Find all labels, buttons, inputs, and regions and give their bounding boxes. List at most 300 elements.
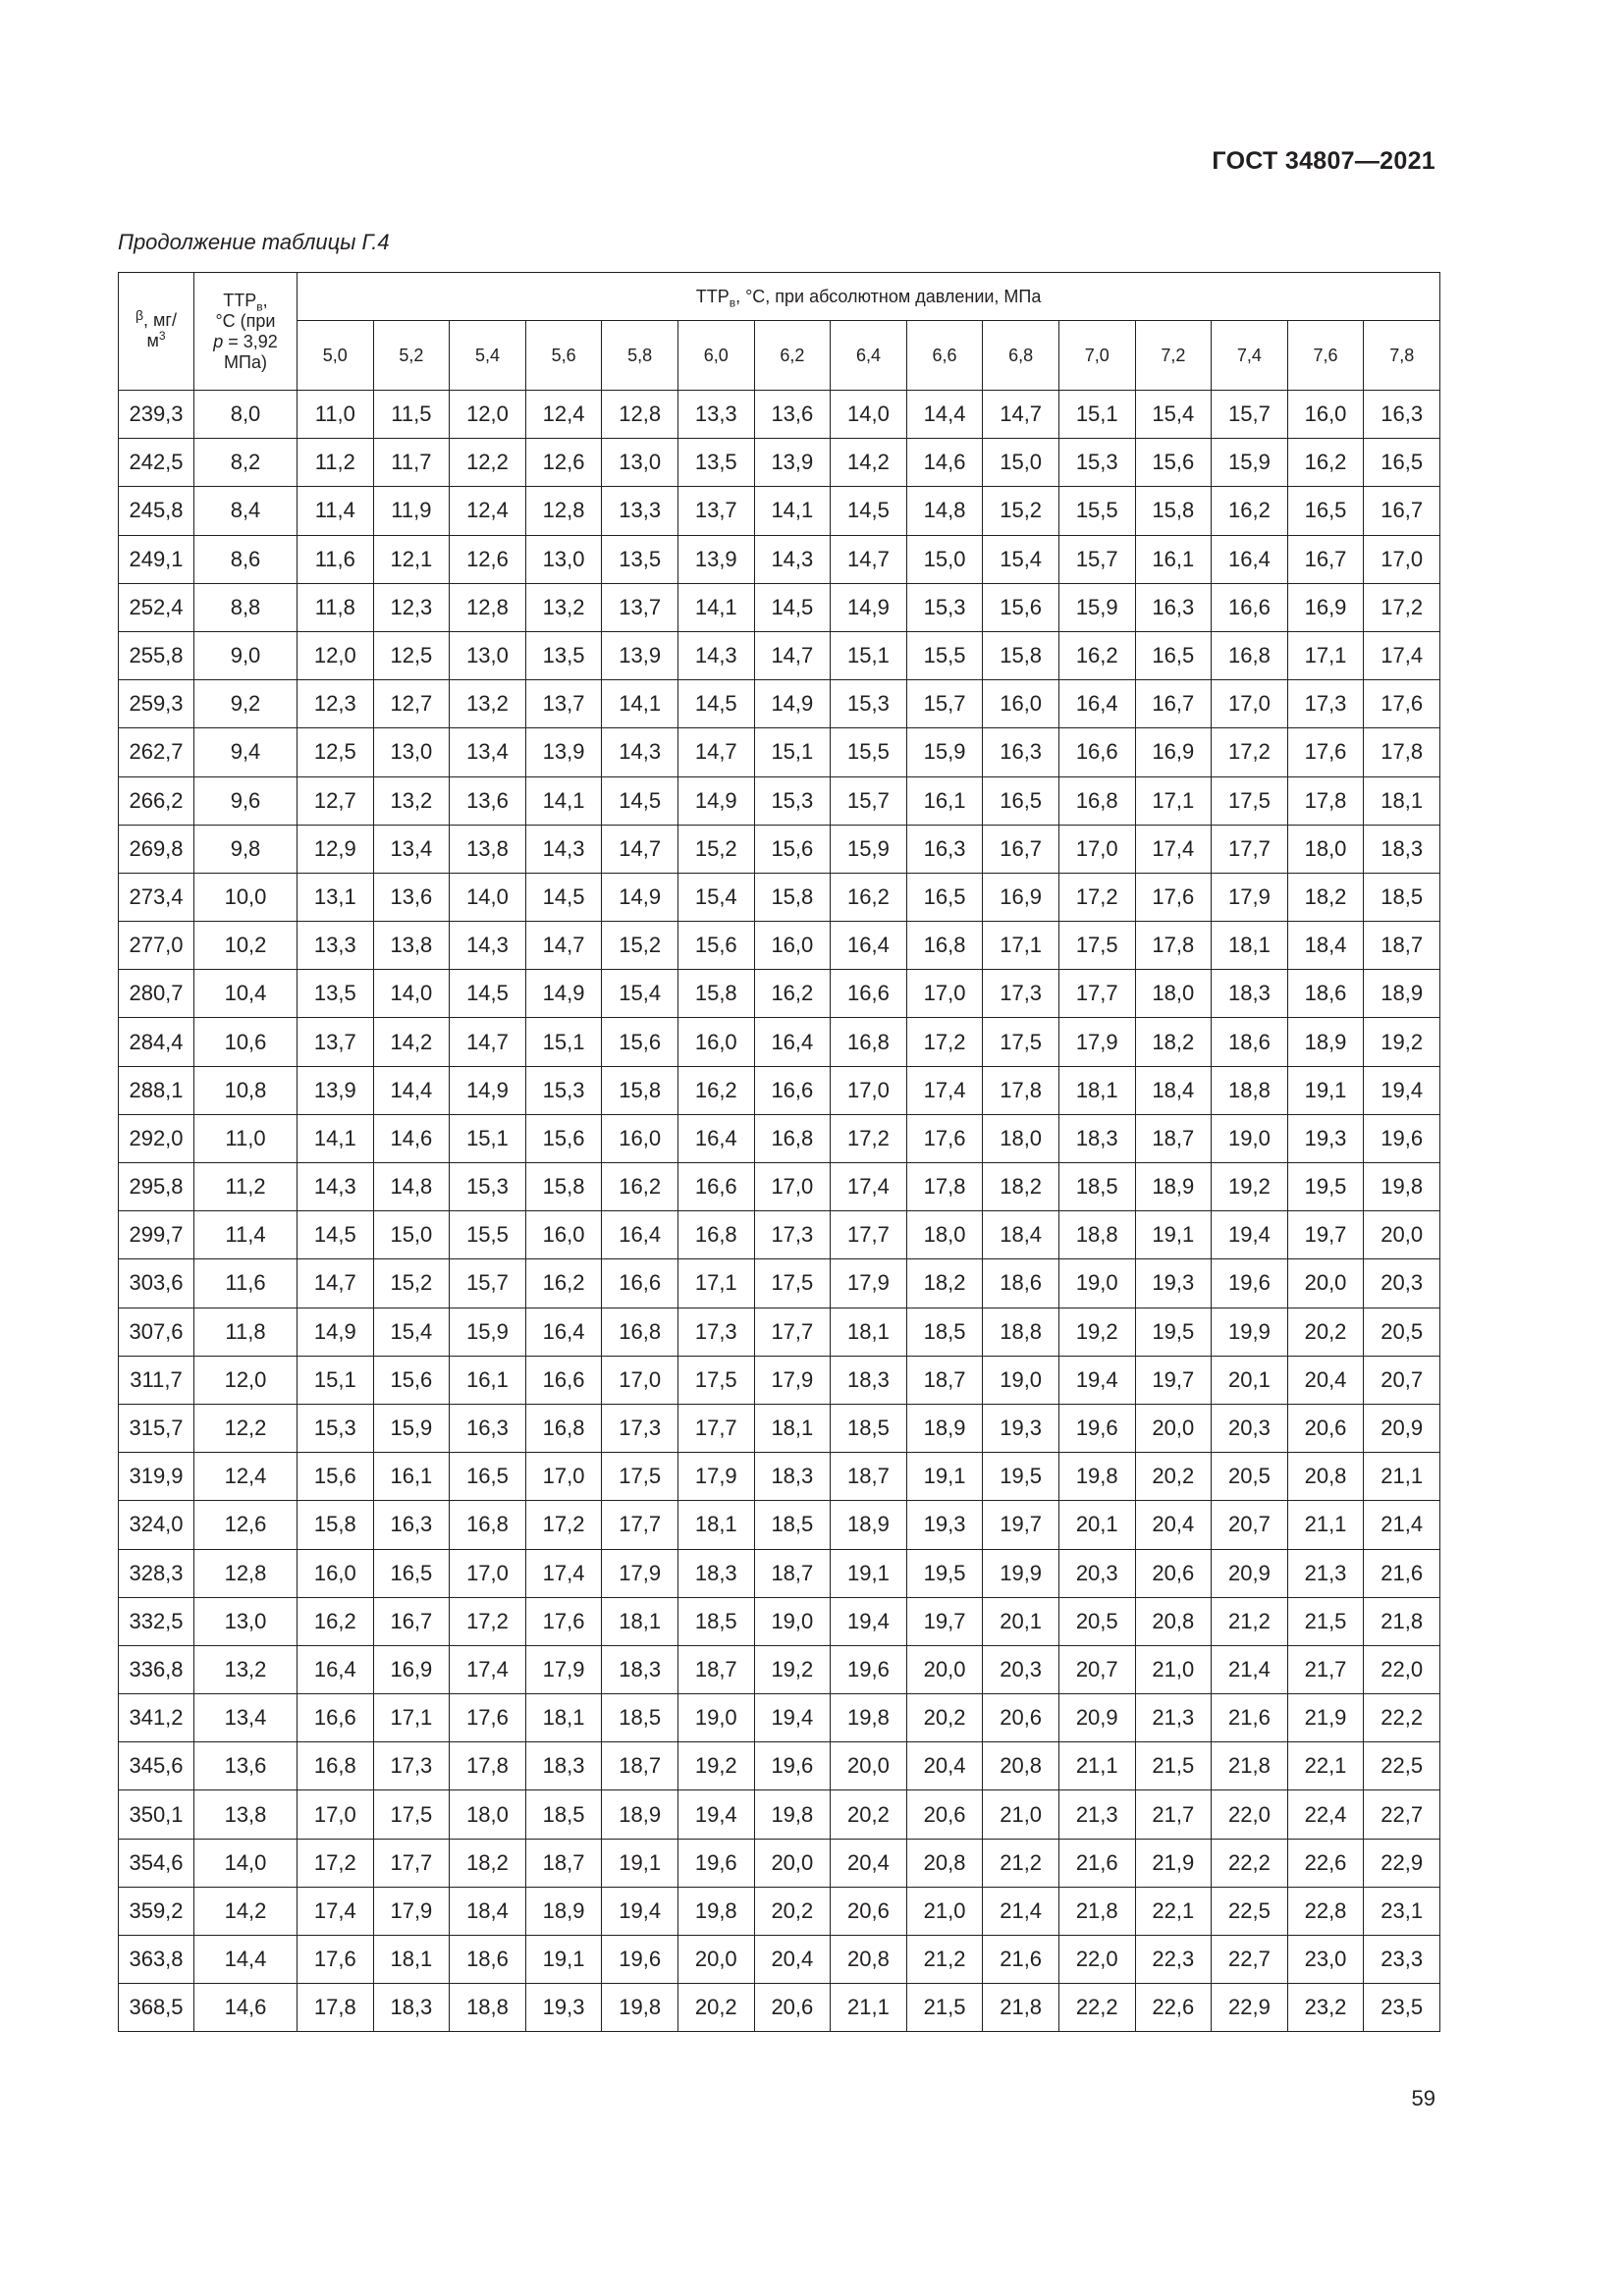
ttr-cell: 20,8: [906, 1839, 983, 1887]
ttr-cell: 15,1: [754, 728, 831, 776]
ttr-cell: 19,1: [831, 1549, 907, 1597]
ttr-cell: 17,4: [450, 1645, 526, 1693]
ttr-cell: 19,2: [1212, 1163, 1288, 1211]
ttr-cell: 17,0: [1212, 680, 1288, 728]
ttr-cell: 16,8: [677, 1211, 754, 1259]
table-row: [119, 922, 1440, 970]
ttr-cell: 18,9: [831, 1501, 907, 1549]
beta-cell: 249,1: [119, 535, 194, 583]
ttr-cell: 19,9: [983, 1549, 1059, 1597]
ttr-cell: 21,8: [1058, 1887, 1135, 1935]
ttr-cell: 17,6: [906, 1114, 983, 1162]
ttr-cell: 18,3: [525, 1742, 602, 1790]
ttr-cell: 16,9: [1287, 583, 1364, 631]
ttr-392-cell: 14,4: [194, 1936, 298, 1984]
ttr-cell: 18,5: [1364, 873, 1440, 921]
ttr-cell: 15,3: [450, 1163, 526, 1211]
ttr-cell: 13,0: [602, 439, 678, 487]
ttr-392-cell: 9,6: [194, 776, 298, 825]
ttr-cell: 23,1: [1364, 1887, 1440, 1935]
ttr-cell: 17,1: [1287, 631, 1364, 679]
beta-cell: 359,2: [119, 1887, 194, 1935]
ttr-cell: 18,5: [525, 1790, 602, 1839]
ttr-cell: 14,7: [831, 535, 907, 583]
ttr-cell: 18,3: [373, 1984, 450, 2032]
ttr-cell: 15,3: [754, 776, 831, 825]
ttr-cell: 14,5: [525, 873, 602, 921]
ttr-cell: 17,4: [1135, 825, 1212, 873]
ttr-cell: 16,0: [983, 680, 1059, 728]
ttr-cell: 15,2: [602, 922, 678, 970]
ttr-cell: 15,4: [373, 1308, 450, 1356]
ttr-cell: 11,0: [298, 391, 374, 439]
beta-cell: 273,4: [119, 873, 194, 921]
ttr-cell: 14,6: [906, 439, 983, 487]
ttr-cell: 15,8: [1135, 487, 1212, 535]
beta-cell: 319,9: [119, 1453, 194, 1501]
beta-cell: 280,7: [119, 970, 194, 1018]
ttr-cell: 19,1: [1135, 1211, 1212, 1259]
ttr-cell: 15,7: [450, 1259, 526, 1308]
ttr-cell: 17,7: [373, 1839, 450, 1887]
ttr-cell: 20,4: [754, 1936, 831, 1984]
ttr-cell: 21,0: [983, 1790, 1059, 1839]
ttr-cell: 13,3: [677, 391, 754, 439]
ttr-cell: 18,8: [983, 1308, 1059, 1356]
ttr-cell: 21,4: [1212, 1645, 1288, 1693]
beta-cell: 255,8: [119, 631, 194, 679]
ttr-cell: 14,3: [677, 631, 754, 679]
ttr-cell: 17,5: [983, 1018, 1059, 1066]
ttr-cell: 16,5: [983, 776, 1059, 825]
ttr-cell: 19,2: [754, 1645, 831, 1693]
ttr-cell: 19,4: [677, 1790, 754, 1839]
ttr-cell: 18,1: [1212, 922, 1288, 970]
ttr-cell: 13,7: [602, 583, 678, 631]
ttr-cell: 16,7: [1364, 487, 1440, 535]
ttr-cell: 13,9: [298, 1066, 374, 1114]
page-number: 59: [1411, 2086, 1435, 2110]
table-row: [119, 1936, 1440, 1984]
ttr-cell: 11,2: [298, 439, 374, 487]
ttr-cell: 16,2: [1058, 631, 1135, 679]
ttr-cell: 19,3: [1287, 1114, 1364, 1162]
ttr-cell: 20,4: [1135, 1501, 1212, 1549]
beta-cell: 350,1: [119, 1790, 194, 1839]
ttr-cell: 16,3: [450, 1404, 526, 1452]
ttr-cell: 16,7: [1135, 680, 1212, 728]
ttr-cell: 16,1: [373, 1453, 450, 1501]
table-row: [119, 535, 1440, 583]
ttr-cell: 20,6: [906, 1790, 983, 1839]
ttr-cell: 13,3: [298, 922, 374, 970]
ttr-cell: 15,3: [831, 680, 907, 728]
ttr-cell: 17,2: [450, 1597, 526, 1645]
ttr-cell: 12,5: [298, 728, 374, 776]
ttr-cell: 17,2: [525, 1501, 602, 1549]
ttr-cell: 16,5: [450, 1453, 526, 1501]
ttr-cell: 20,3: [1364, 1259, 1440, 1308]
ttr-cell: 22,0: [1058, 1936, 1135, 1984]
ttr-cell: 22,6: [1135, 1984, 1212, 2032]
ttr-cell: 15,0: [373, 1211, 450, 1259]
ttr-cell: 17,2: [831, 1114, 907, 1162]
ttr-cell: 16,9: [983, 873, 1059, 921]
ttr-392-cell: 14,0: [194, 1839, 298, 1887]
ttr-cell: 14,1: [602, 680, 678, 728]
ttr-392-cell: 13,2: [194, 1645, 298, 1693]
ttr-cell: 18,2: [983, 1163, 1059, 1211]
ttr-cell: 21,2: [1212, 1597, 1288, 1645]
ttr-cell: 21,8: [1364, 1597, 1440, 1645]
ttr-cell: 15,6: [525, 1114, 602, 1162]
ttr-cell: 18,9: [906, 1404, 983, 1452]
ttr-cell: 20,5: [1364, 1308, 1440, 1356]
ttr-cell: 15,5: [906, 631, 983, 679]
ttr-cell: 13,5: [298, 970, 374, 1018]
ttr-cell: 19,5: [983, 1453, 1059, 1501]
ttr-cell: 17,1: [983, 922, 1059, 970]
ttr-cell: 21,9: [1135, 1839, 1212, 1887]
ttr-cell: 18,3: [1364, 825, 1440, 873]
ttr-cell: 17,9: [1212, 873, 1288, 921]
ttr-cell: 18,2: [906, 1259, 983, 1308]
ttr-cell: 17,5: [1058, 922, 1135, 970]
ttr-cell: 22,4: [1287, 1790, 1364, 1839]
ttr-cell: 15,9: [1058, 583, 1135, 631]
table-row: [119, 776, 1440, 825]
ttr-cell: 18,1: [831, 1308, 907, 1356]
beta-cell: 324,0: [119, 1501, 194, 1549]
ttr-cell: 16,7: [983, 825, 1059, 873]
ttr-cell: 19,0: [754, 1597, 831, 1645]
ttr-cell: 21,6: [1364, 1549, 1440, 1597]
ttr-cell: 17,9: [525, 1645, 602, 1693]
table-caption: Продолжение таблицы Г.4: [118, 230, 390, 254]
ttr-cell: 22,7: [1364, 1790, 1440, 1839]
ttr-cell: 19,7: [1287, 1211, 1364, 1259]
ttr-cell: 14,5: [602, 776, 678, 825]
ttr-392-cell: 10,0: [194, 873, 298, 921]
ttr-392-cell: 12,8: [194, 1549, 298, 1597]
ttr-cell: 17,5: [677, 1356, 754, 1404]
ttr-392-cell: 11,0: [194, 1114, 298, 1162]
ttr-392-cell: 13,6: [194, 1742, 298, 1790]
ttr-cell: 16,2: [525, 1259, 602, 1308]
ttr-cell: 13,2: [525, 583, 602, 631]
ttr-cell: 15,1: [831, 631, 907, 679]
ttr-cell: 16,7: [373, 1597, 450, 1645]
table-row: [119, 1790, 1440, 1839]
ttr-cell: 19,6: [831, 1645, 907, 1693]
ttr-cell: 17,0: [754, 1163, 831, 1211]
table-row: [119, 1453, 1440, 1501]
ttr-cell: 12,3: [373, 583, 450, 631]
ttr-392-cell: 11,4: [194, 1211, 298, 1259]
ttr-cell: 15,1: [298, 1356, 374, 1404]
ttr-cell: 18,0: [906, 1211, 983, 1259]
ttr-cell: 17,4: [298, 1887, 374, 1935]
table-row: [119, 1163, 1440, 1211]
ttr-cell: 18,7: [677, 1645, 754, 1693]
ttr-cell: 17,6: [1287, 728, 1364, 776]
ttr-cell: 15,9: [373, 1404, 450, 1452]
ttr-cell: 16,8: [831, 1018, 907, 1066]
ttr-cell: 21,1: [1364, 1453, 1440, 1501]
ttr-cell: 16,1: [906, 776, 983, 825]
ttr-cell: 18,7: [906, 1356, 983, 1404]
pressure-header-cell: 5,2: [373, 321, 450, 391]
ttr-cell: 18,8: [450, 1984, 526, 2032]
ttr-cell: 20,3: [983, 1645, 1059, 1693]
ttr-392-cell: 13,4: [194, 1694, 298, 1742]
ttr-cell: 15,8: [602, 1066, 678, 1114]
ttr-cell: 16,9: [373, 1645, 450, 1693]
ttr-cell: 18,1: [373, 1936, 450, 1984]
ttr-cell: 16,2: [754, 970, 831, 1018]
table-row: [119, 728, 1440, 776]
ttr-cell: 15,4: [677, 873, 754, 921]
ttr-392-cell: 14,6: [194, 1984, 298, 2032]
ttr-cell: 18,0: [1287, 825, 1364, 873]
ttr-cell: 17,7: [1058, 970, 1135, 1018]
ttr-cell: 17,3: [602, 1404, 678, 1452]
ttr-cell: 13,0: [450, 631, 526, 679]
ttr-cell: 13,7: [298, 1018, 374, 1066]
ttr-cell: 13,9: [677, 535, 754, 583]
ttr-cell: 14,5: [677, 680, 754, 728]
ttr-cell: 18,1: [525, 1694, 602, 1742]
ttr-cell: 14,9: [525, 970, 602, 1018]
ttr-cell: 20,8: [1287, 1453, 1364, 1501]
ttr-cell: 15,1: [450, 1114, 526, 1162]
table-row: [119, 1645, 1440, 1693]
ttr-cell: 17,4: [525, 1549, 602, 1597]
ttr-392-cell: 10,4: [194, 970, 298, 1018]
ttr-cell: 21,7: [1287, 1645, 1364, 1693]
ttr-cell: 18,7: [602, 1742, 678, 1790]
ttr-392-cell: 11,2: [194, 1163, 298, 1211]
ttr-cell: 15,3: [906, 583, 983, 631]
table-row: [119, 1308, 1440, 1356]
ttr-cell: 20,1: [983, 1597, 1059, 1645]
ttr-cell: 20,6: [831, 1887, 907, 1935]
ttr-cell: 15,2: [677, 825, 754, 873]
ttr-cell: 14,8: [906, 487, 983, 535]
ttr-cell: 14,0: [450, 873, 526, 921]
ttr-cell: 12,2: [450, 439, 526, 487]
ttr-cell: 15,6: [298, 1453, 374, 1501]
ttr-cell: 16,6: [525, 1356, 602, 1404]
table-row: [119, 1887, 1440, 1935]
ttr-cell: 20,5: [1058, 1597, 1135, 1645]
ttr-cell: 16,0: [298, 1549, 374, 1597]
ttr-cell: 16,4: [831, 922, 907, 970]
beta-cell: 284,4: [119, 1018, 194, 1066]
ttr-cell: 16,2: [831, 873, 907, 921]
pressure-header-cell: 7,2: [1135, 321, 1212, 391]
ttr-cell: 21,3: [1135, 1694, 1212, 1742]
ttr-cell: 15,5: [831, 728, 907, 776]
ttr-cell: 21,8: [983, 1984, 1059, 2032]
ttr-cell: 20,0: [677, 1936, 754, 1984]
ttr-392-cell: 10,6: [194, 1018, 298, 1066]
ttr-cell: 15,2: [983, 487, 1059, 535]
table-row: [119, 1066, 1440, 1114]
ttr-cell: 16,2: [298, 1597, 374, 1645]
ttr-cell: 15,6: [677, 922, 754, 970]
ttr-cell: 17,9: [831, 1259, 907, 1308]
ttr-cell: 19,1: [1287, 1066, 1364, 1114]
pressure-header-cell: 5,8: [602, 321, 678, 391]
ttr-cell: 18,5: [1058, 1163, 1135, 1211]
ttr-392-cell: 10,2: [194, 922, 298, 970]
ttr-cell: 21,6: [1212, 1694, 1288, 1742]
ttr-cell: 11,8: [298, 583, 374, 631]
ttr-cell: 14,6: [373, 1114, 450, 1162]
ttr-cell: 18,0: [983, 1114, 1059, 1162]
ttr-cell: 18,4: [450, 1887, 526, 1935]
data-table: [118, 272, 1440, 2032]
ttr-cell: 22,2: [1212, 1839, 1288, 1887]
ttr-cell: 17,9: [677, 1453, 754, 1501]
ttr-cell: 17,0: [525, 1453, 602, 1501]
ttr-cell: 18,5: [754, 1501, 831, 1549]
ttr-cell: 22,7: [1212, 1936, 1288, 1984]
ttr-cell: 15,4: [983, 535, 1059, 583]
ttr-cell: 15,1: [525, 1018, 602, 1066]
ttr-cell: 16,0: [1287, 391, 1364, 439]
ttr-cell: 13,3: [602, 487, 678, 535]
ttr-cell: 22,2: [1364, 1694, 1440, 1742]
table-row: [119, 970, 1440, 1018]
table-row: [119, 1694, 1440, 1742]
ttr-cell: 15,6: [602, 1018, 678, 1066]
ttr-cell: 15,3: [298, 1404, 374, 1452]
ttr-cell: 20,6: [754, 1984, 831, 2032]
ttr-cell: 23,3: [1364, 1936, 1440, 1984]
table-row: [119, 1259, 1440, 1308]
ttr-392-cell: 11,8: [194, 1308, 298, 1356]
ttr-cell: 16,0: [525, 1211, 602, 1259]
ttr-cell: 14,1: [677, 583, 754, 631]
ttr-cell: 16,6: [298, 1694, 374, 1742]
ttr-cell: 15,8: [754, 873, 831, 921]
ttr-cell: 18,7: [525, 1839, 602, 1887]
ttr-cell: 17,5: [754, 1259, 831, 1308]
ttr-cell: 18,3: [1058, 1114, 1135, 1162]
ttr-cell: 12,0: [450, 391, 526, 439]
ttr-cell: 20,3: [1212, 1404, 1288, 1452]
ttr-cell: 18,4: [983, 1211, 1059, 1259]
ttr-cell: 17,9: [1058, 1018, 1135, 1066]
ttr-cell: 16,6: [1058, 728, 1135, 776]
ttr-cell: 21,0: [1135, 1645, 1212, 1693]
ttr-cell: 16,6: [1212, 583, 1288, 631]
ttr-cell: 13,5: [677, 439, 754, 487]
beta-cell: 252,4: [119, 583, 194, 631]
ttr-392-cell: 13,8: [194, 1790, 298, 1839]
ttr-cell: 17,3: [754, 1211, 831, 1259]
ttr-cell: 17,2: [1212, 728, 1288, 776]
beta-cell: 239,3: [119, 391, 194, 439]
ttr-cell: 18,0: [1135, 970, 1212, 1018]
ttr-cell: 14,9: [754, 680, 831, 728]
ttr-cell: 16,6: [677, 1163, 754, 1211]
ttr-392-cell: 8,4: [194, 487, 298, 535]
ttr-cell: 15,4: [1135, 391, 1212, 439]
ttr-cell: 22,5: [1364, 1742, 1440, 1790]
ttr-392-cell: 8,0: [194, 391, 298, 439]
ttr-cell: 20,2: [754, 1887, 831, 1935]
ttr-cell: 13,6: [450, 776, 526, 825]
ttr-cell: 15,3: [525, 1066, 602, 1114]
ttr-cell: 15,7: [1058, 535, 1135, 583]
ttr-cell: 16,8: [1212, 631, 1288, 679]
ttr-cell: 17,7: [1212, 825, 1288, 873]
pressure-header-cell: 5,0: [298, 321, 374, 391]
ttr-cell: 19,6: [1058, 1404, 1135, 1452]
pressure-header-cell: 5,4: [450, 321, 526, 391]
ttr-cell: 17,0: [906, 970, 983, 1018]
header-ttr-392: $ТТР_в$, °С (при p = 3,92 МПа): [194, 273, 298, 391]
ttr-cell: 17,3: [1287, 680, 1364, 728]
ttr-cell: 13,9: [525, 728, 602, 776]
ttr-cell: 19,7: [906, 1597, 983, 1645]
ttr-cell: 14,9: [831, 583, 907, 631]
ttr-cell: 16,0: [602, 1114, 678, 1162]
ttr-cell: 16,8: [754, 1114, 831, 1162]
ttr-cell: 18,6: [983, 1259, 1059, 1308]
ttr-cell: 18,7: [1135, 1114, 1212, 1162]
ttr-cell: 20,4: [831, 1839, 907, 1887]
ttr-cell: 21,2: [983, 1839, 1059, 1887]
table-header: [119, 273, 1440, 391]
ttr-cell: 18,7: [831, 1453, 907, 1501]
ttr-cell: 14,7: [754, 631, 831, 679]
ttr-cell: 20,6: [983, 1694, 1059, 1742]
ttr-cell: 20,7: [1058, 1645, 1135, 1693]
ttr-cell: 14,5: [754, 583, 831, 631]
ttr-cell: 17,9: [602, 1549, 678, 1597]
ttr-cell: 14,3: [525, 825, 602, 873]
ttr-cell: 17,3: [677, 1308, 754, 1356]
ttr-cell: 11,7: [373, 439, 450, 487]
ttr-cell: 17,8: [906, 1163, 983, 1211]
ttr-cell: 18,3: [677, 1549, 754, 1597]
ttr-cell: 16,0: [677, 1018, 754, 1066]
ttr-cell: 21,1: [831, 1984, 907, 2032]
ttr-cell: 19,3: [1135, 1259, 1212, 1308]
ttr-cell: 19,7: [1135, 1356, 1212, 1404]
ttr-cell: 21,5: [1135, 1742, 1212, 1790]
ttr-cell: 11,4: [298, 487, 374, 535]
ttr-cell: 17,0: [602, 1356, 678, 1404]
ttr-cell: 13,5: [602, 535, 678, 583]
ttr-cell: 11,9: [373, 487, 450, 535]
table-row: [119, 1597, 1440, 1645]
ttr-cell: 15,8: [298, 1501, 374, 1549]
ttr-cell: 14,9: [450, 1066, 526, 1114]
beta-cell: 259,3: [119, 680, 194, 728]
ttr-cell: 18,2: [450, 1839, 526, 1887]
ttr-cell: 14,7: [602, 825, 678, 873]
ttr-cell: 14,2: [373, 1018, 450, 1066]
table-row: [119, 391, 1440, 439]
table-row: [119, 1404, 1440, 1452]
ttr-cell: 14,3: [450, 922, 526, 970]
ttr-cell: 17,6: [1135, 873, 1212, 921]
